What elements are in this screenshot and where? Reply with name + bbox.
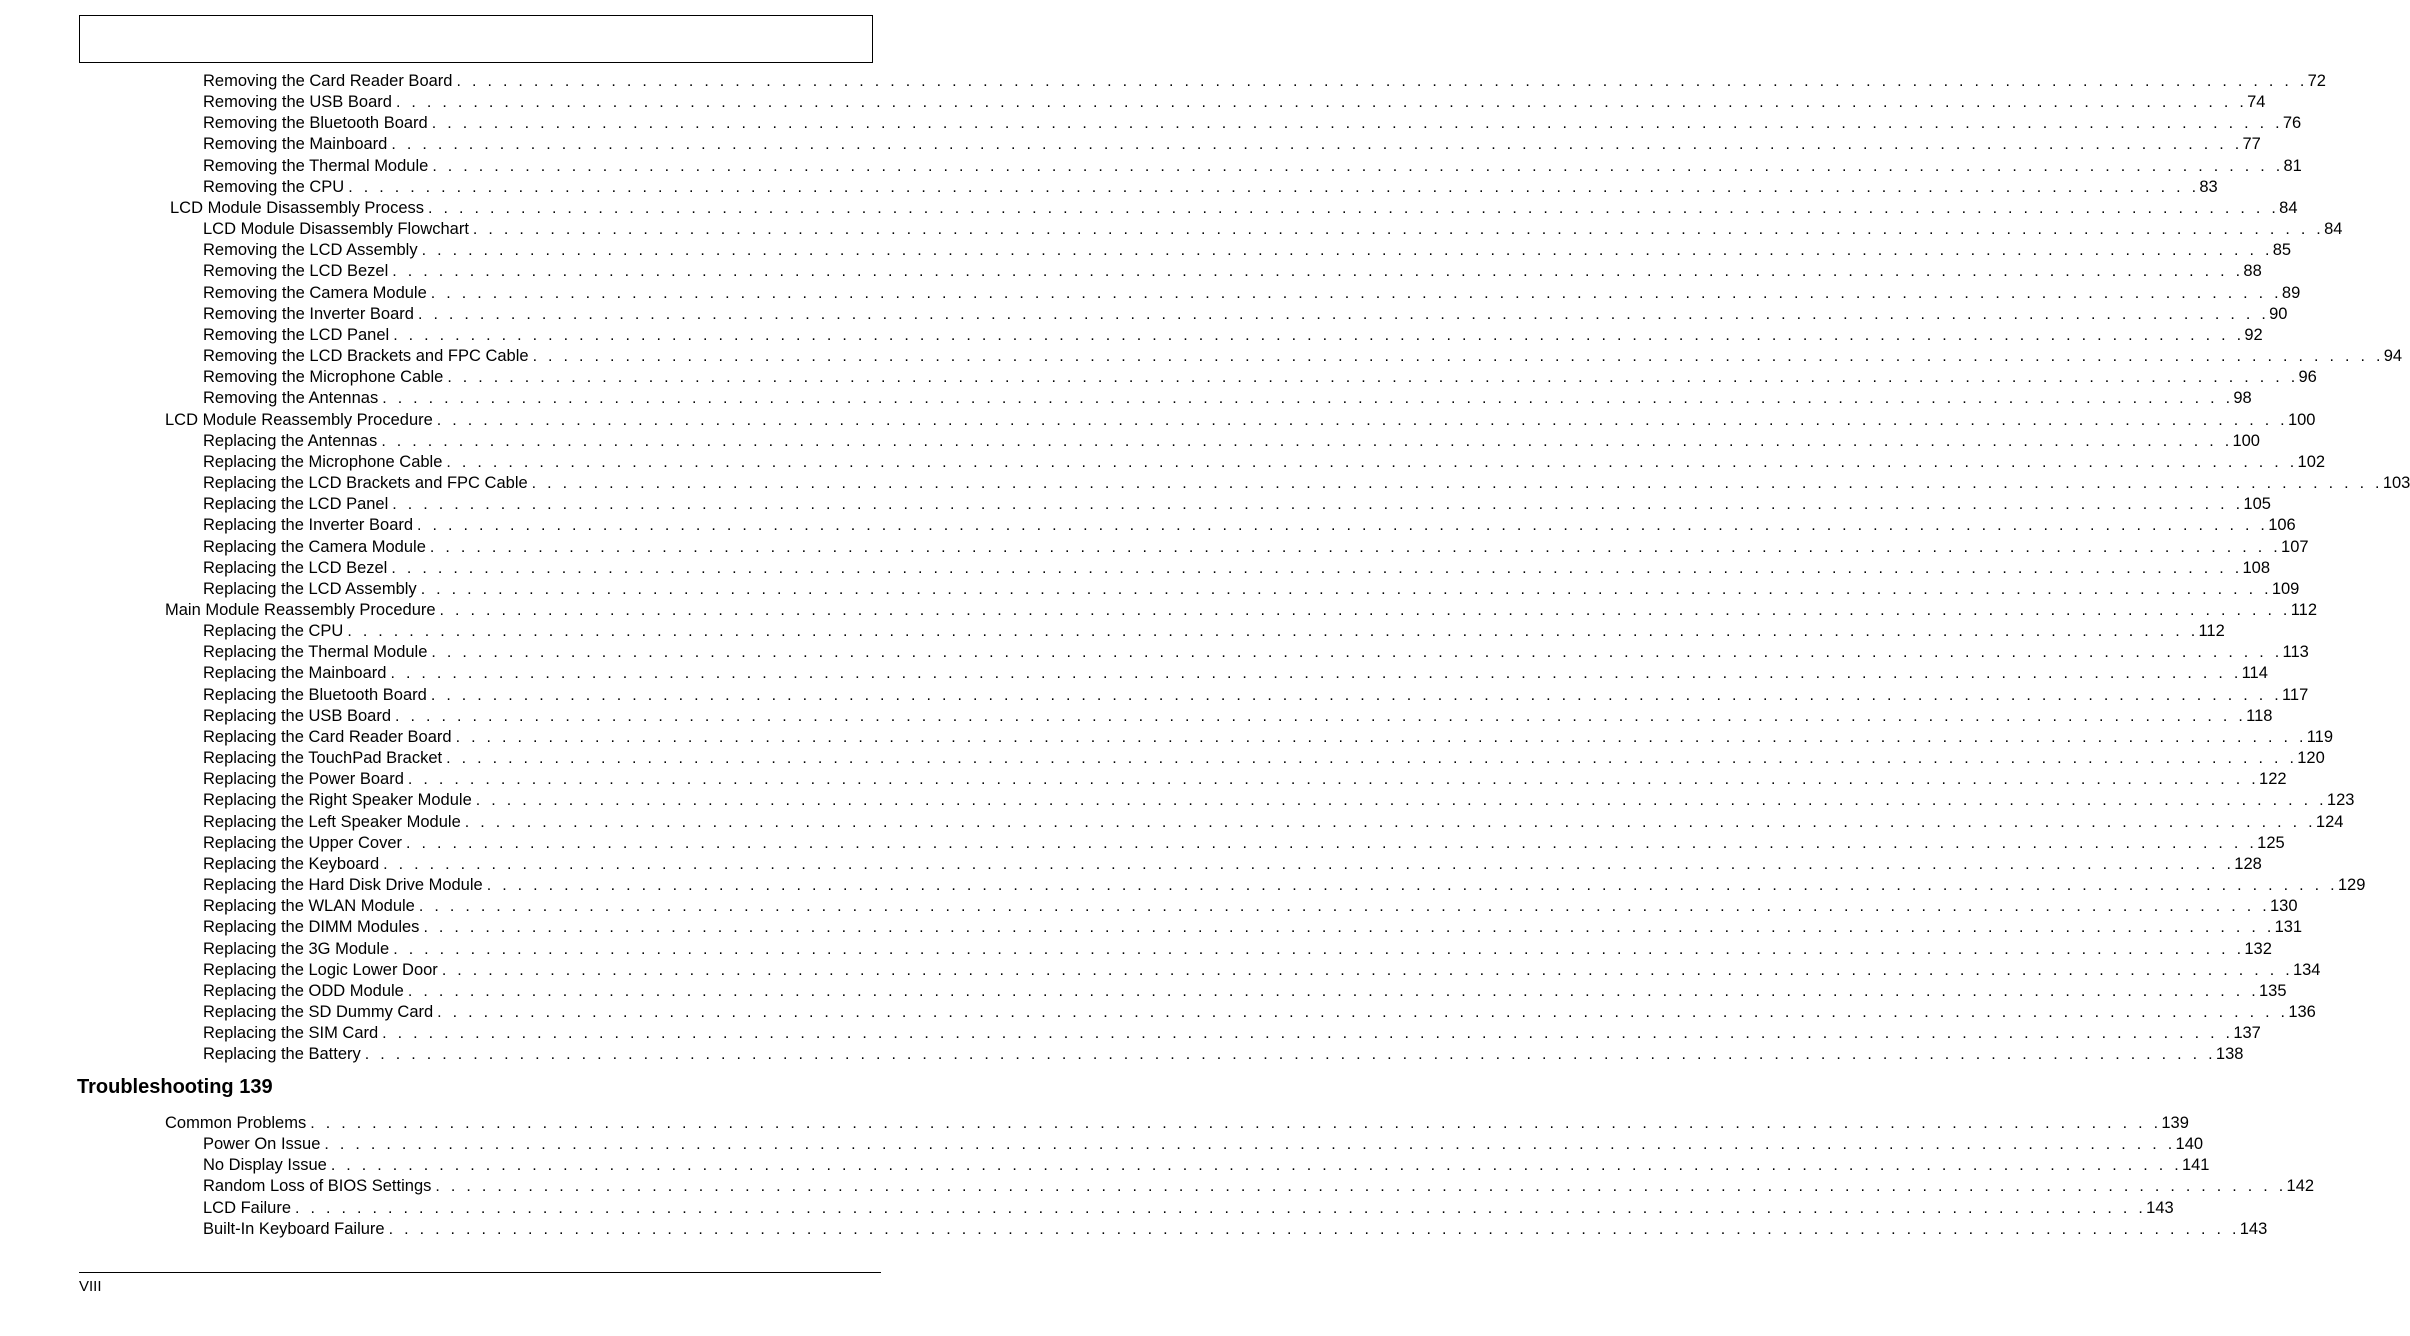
toc-entry-title: Replacing the Logic Lower Door — [203, 960, 438, 979]
toc-entry-title: Replacing the USB Board — [203, 706, 392, 725]
toc-dot-leader: . . . . . . . . . . . . . . . . . . . . . . . . . . . . . . . . . . . . . . . . . . . . . . . . . . . . . . . . . . . . . . . . . . . . . . . . . . . . . . . . . . . . . . . . . . . . . . . . . . . . . . . . . . . . . . . . . . . . . . . . — [390, 665, 2242, 683]
toc-entry[interactable] — [203, 1155, 2210, 1176]
toc-entry-title: Replacing the LCD Brackets and FPC Cable — [203, 474, 528, 493]
toc-entry-page: 119 — [2306, 727, 2334, 746]
footer-divider — [79, 1272, 881, 1273]
toc-dot-leader: . . . . . . . . . . . . . . . . . . . . . . . . . . . . . . . . . . . . . . . . . . . . . . . . . . . . . . . . . . . . . . . . . . . . . . . . . . . . . . . . . . . . . . . . . . . . . . . . . . . . . . . . . . . . . . . . . . . . . . . . — [392, 496, 2244, 514]
toc-entry[interactable] — [203, 642, 2309, 663]
toc-entry[interactable] — [203, 346, 2403, 367]
toc-entry-page: 112 — [2290, 601, 2317, 619]
toc-dot-leader: . . . . . . . . . . . . . . . . . . . . . . . . . . . . . . . . . . . . . . . . . . . . . . . . . . . . . . . . . . . . . . . . . . . . . . . . . . . . . . . . . . . . . . . . . . . . . . . . . . . . . . . . . . . . . . . . . . . . . . . . — [432, 157, 2284, 175]
toc-entry-page: 105 — [2243, 495, 2271, 514]
toc-entry-page: 72 — [2307, 72, 2326, 90]
toc-entry[interactable] — [203, 727, 2334, 748]
toc-entry[interactable] — [203, 1219, 2268, 1240]
toc-entry-title: LCD Failure — [203, 1198, 292, 1217]
toc-entry[interactable] — [203, 579, 2300, 600]
toc-entry-page: 112 — [2198, 622, 2225, 641]
toc-entry-title: Replacing the DIMM Modules — [203, 918, 420, 937]
toc-dot-leader: . . . . . . . . . . . . . . . . . . . . . . . . . . . . . . . . . . . . . . . . . . . . . . . . . . . . . . . . . . . . . . . . . . . . . . . . . . . . . . . . . . . . . . . . . . . . . . . . . . . . . . . . . . . . . . . . . . . . . . . . — [429, 538, 2282, 556]
toc-entry[interactable] — [203, 494, 2271, 515]
toc-dot-leader: . . . . . . . . . . . . . . . . . . . . . . . . . . . . . . . . . . . . . . . . . . . . . . . . . . . . . . . . . . . . . . . . . . . . . . . . . . . . . . . . . . . . . . . . . . . . . . . . . . . . . . . . . . . . . . . . . . . . . . . . — [475, 792, 2327, 810]
toc-entry[interactable] — [203, 537, 2309, 558]
toc-entry-title: Replacing the LCD Assembly — [203, 579, 417, 598]
toc-dot-leader: . . . . . . . . . . . . . . . . . . . . . . . . . . . . . . . . . . . . . . . . . . . . . . . . . . . . . . . . . . . . . . . . . . . . . . . . . . . . . . . . . . . . . . . . . . . . . . . . . . . . . . . . . . . . . . . . . . . . . . . . — [395, 94, 2248, 112]
toc-entry-title: Removing the Card Reader Board — [203, 72, 453, 90]
toc-entry-page: 114 — [2241, 664, 2268, 683]
toc-entry[interactable] — [203, 325, 2263, 346]
toc-dot-leader: . . . . . . . . . . . . . . . . . . . . . . . . . . . . . . . . . . . . . . . . . . . . . . . . . . . . . . . . . . . . . . . . . . . . . . . . . . . . . . . . . . . . . . . . . . . . . . . . . . . . . . . . . . . . . . . . . . . . . . . . — [383, 855, 2235, 873]
toc-dot-leader: . . . . . . . . . . . . . . . . . . . . . . . . . . . . . . . . . . . . . . . . . . . . . . . . . . . . . . . . . . . . . . . . . . . . . . . . . . . . . . . . . . . . . . . . . . . . . . . . . . . . . . . . . . . . . . . . . . . . . . . . — [420, 580, 2272, 598]
toc-entry-title: Replacing the Inverter Board — [203, 516, 414, 535]
toc-dot-leader: . . . . . . . . . . . . . . . . . . . . . . . . . . . . . . . . . . . . . . . . . . . . . . . . . . . . . . . . . . . . . . . . . . . . . . . . . . . . . . . . . . . . . . . . . . . . . . . . . . . . . . . . . . . . . . . . . . . . . . . . — [446, 750, 2298, 768]
toc-entry[interactable] — [203, 92, 2266, 113]
toc-dot-leader: . . . . . . . . . . . . . . . . . . . . . . . . . . . . . . . . . . . . . . . . . . . . . . . . . . . . . . . . . . . . . . . . . . . . . . . . . . . . . . . . . . . . . . . . . . . . . . . . . . . . . . . . . . . . . . . . . . . . . . . . — [324, 1136, 2176, 1154]
toc-dot-leader: . . . . . . . . . . . . . . . . . . . . . . . . . . . . . . . . . . . . . . . . . . . . . . . . . . . . . . . . . . . . . . . . . . . . . . . . . . . . . . . . . . . . . . . . . . . . . . . . . . . . . . . . . . . . . . . . . . . . . . . . — [423, 919, 2275, 937]
toc-dot-leader: . . . . . . . . . . . . . . . . . . . . . . . . . . . . . . . . . . . . . . . . . . . . . . . . . . . . . . . . . . . . . . . . . . . . . . . . . . . . . . . . . . . . . . . . . . . . . . . . . . . . . . . . . . . . . . . . . . . . . . . . — [418, 898, 2270, 916]
toc-entry-page: 135 — [2259, 981, 2287, 1000]
toc-entry-title: Removing the Thermal Module — [203, 156, 429, 175]
toc-dot-leader: . . . . . . . . . . . . . . . . . . . . . . . . . . . . . . . . . . . . . . . . . . . . . . . . . . . . . . . . . . . . . . . . . . . . . . . . . . . . . . . . . . . . . . . . . . . . . . . . . . . . . . . . . . . . . . . . . . . . . . . . — [472, 221, 2325, 239]
toc-entry-page: 89 — [2281, 283, 2301, 302]
toc-entry-page: 98 — [2233, 389, 2252, 408]
toc-entry-page: 141 — [2181, 1156, 2210, 1175]
toc-entry-title: Removing the Antennas — [203, 389, 379, 408]
toc-dot-leader: . . . . . . . . . . . . . . . . . . . . . . . . . . . . . . . . . . . . . . . . . . . . . . . . . . . . . . . . . . . . . . . . . . . . . . . . . . . . . . . . . . . . . . . . . . . . . . . . . . . . . . . . . . . . . . . . . . . . . . . . — [455, 728, 2307, 746]
toc-entry-title: Replacing the Bluetooth Board — [203, 685, 427, 704]
toc-entry[interactable] — [203, 177, 2218, 198]
toc-entry[interactable] — [203, 283, 2301, 304]
toc-entry[interactable] — [203, 663, 2268, 684]
toc-dot-leader: . . . . . . . . . . . . . . . . . . . . . . . . . . . . . . . . . . . . . . . . . . . . . . . . . . . . . . . . . . . . . . . . . . . . . . . . . . . . . . . . . . . . . . . . . . . . . . . . . . . . . . . . . . . . . . . . . . . . . . . . — [382, 390, 2234, 408]
toc-entry-page: 113 — [2282, 643, 2309, 662]
toc-entry-title: Replacing the Card Reader Board — [203, 727, 452, 746]
toc-entry-page: 125 — [2257, 833, 2285, 852]
toc-entry-title: LCD Module Disassembly Flowchart — [203, 220, 469, 239]
toc-entry[interactable] — [203, 156, 2302, 177]
toc-entry-page: 139 — [2161, 1114, 2189, 1132]
toc-dot-leader: . . . . . . . . . . . . . . . . . . . . . . . . . . . . . . . . . . . . . . . . . . . . . . . . . . . . . . . . . . . . . . . . . . . . . . . . . . . . . . . . . . . . . . . . . . . . . . . . . . . . . . . . . . . . . . . . . . . . . . . . — [347, 623, 2199, 641]
section-heading[interactable]: Troubleshooting 139 — [77, 1076, 273, 1098]
toc-dot-leader: . . . . . . . . . . . . . . . . . . . . . . . . . . . . . . . . . . . . . . . . . . . . . . . . . . . . . . . . . . . . . . . . . . . . . . . . . . . . . . . . . . . . . . . . . . . . . . . . . . . . . . . . . . . . . . . . . . . . . . . . — [421, 242, 2273, 260]
toc-entry-title: Replacing the WLAN Module — [203, 897, 415, 916]
toc-dot-leader: . . . . . . . . . . . . . . . . . . . . . . . . . . . . . . . . . . . . . . . . . . . . . . . . . . . . . . . . . . . . . . . . . . . . . . . . . . . . . . . . . . . . . . . . . . . . . . . . . . . . . . . . . . . . . . . . . . . . . . . . — [439, 602, 2291, 619]
toc-entry[interactable] — [203, 1002, 2316, 1023]
toc-entry-page: 100 — [2287, 410, 2316, 429]
toc-entry-page: 120 — [2297, 749, 2325, 768]
toc-entry-page: 92 — [2244, 325, 2263, 344]
toc-dot-leader: . . . . . . . . . . . . . . . . . . . . . . . . . . . . . . . . . . . . . . . . . . . . . . . . . . . . . . . . . . . . . . . . . . . . . . . . . . . . . . . . . . . . . . . . . . . . . . . . . . . . . . . . . . . . . . . . . . . . . . . . — [486, 877, 2338, 895]
toc-entry[interactable] — [203, 431, 2260, 452]
toc-dot-leader: . . . . . . . . . . . . . . . . . . . . . . . . . . . . . . . . . . . . . . . . . . . . . . . . . . . . . . . . . . . . . . . . . . . . . . . . . . . . . . . . . . . . . . . . . . . . . . . . . . . . . . . . . . . . . . . . . . . . . . . . — [388, 1220, 2240, 1238]
toc-dot-leader: . . . . . . . . . . . . . . . . . . . . . . . . . . . . . . . . . . . . . . . . . . . . . . . . . . . . . . . . . . . . . . . . . . . . . . . . . . . . . . . . . . . . . . . . . . . . . . . . . . . . . . . . . . . . . . . . . . . . . . . . — [310, 1115, 2162, 1132]
toc-dot-leader: . . . . . . . . . . . . . . . . . . . . . . . . . . . . . . . . . . . . . . . . . . . . . . . . . . . . . . . . . . . . . . . . . . . . . . . . . . . . . . . . . . . . . . . . . . . . . . . . . . . . . . . . . . . . . . . . . . . . . . . . — [464, 813, 2316, 831]
toc-entry[interactable] — [203, 515, 2296, 536]
toc-entry-page: 124 — [2315, 812, 2344, 831]
toc-entry-title: Replacing the Upper Cover — [203, 833, 403, 852]
toc-entry[interactable] — [203, 71, 2326, 92]
toc-entry-title: Replacing the Antennas — [203, 431, 378, 450]
page-number: VIII — [79, 1278, 102, 1295]
toc-entry-page: 130 — [2270, 897, 2298, 916]
toc-entry[interactable] — [203, 981, 2287, 1002]
toc-entry-title: Main Module Reassembly Procedure — [165, 601, 436, 619]
toc-dot-leader: . . . . . . . . . . . . . . . . . . . . . . . . . . . . . . . . . . . . . . . . . . . . . . . . . . . . . . . . . . . . . . . . . . . . . . . . . . . . . . . . . . . . . . . . . . . . . . . . . . . . . . . . . . . . . . . . . . . . . . . . — [437, 1004, 2289, 1022]
toc-entry-title: Removing the Camera Module — [203, 283, 427, 302]
toc-entry[interactable] — [203, 748, 2325, 769]
toc-entry[interactable] — [203, 833, 2285, 854]
toc-entry-page: 117 — [2281, 685, 2309, 704]
toc-entry-page: 129 — [2337, 876, 2366, 895]
toc-entry[interactable] — [203, 134, 2261, 155]
toc-entry-page: 102 — [2297, 452, 2326, 471]
toc-dot-leader: . . . . . . . . . . . . . . . . . . . . . . . . . . . . . . . . . . . . . . . . . . . . . . . . . . . . . . . . . . . . . . . . . . . . . . . . . . . . . . . . . . . . . . . . . . . . . . . . . . . . . . . . . . . . . . . . . . . . . . . . — [436, 411, 2288, 429]
toc-entry-page: 131 — [2274, 918, 2303, 937]
toc-entry[interactable] — [203, 621, 2225, 642]
toc-entry-title: Replacing the LCD Bezel — [203, 558, 388, 577]
toc-entry-title: Replacing the Right Speaker Module — [203, 791, 472, 810]
toc-entry[interactable] — [203, 875, 2366, 896]
toc-entry-title: Removing the USB Board — [203, 93, 392, 112]
toc-entry-title: Replacing the 3G Module — [203, 939, 390, 958]
toc-entry-page: 138 — [2215, 1045, 2244, 1064]
toc-dot-leader: . . . . . . . . . . . . . . . . . . . . . . . . . . . . . . . . . . . . . . . . . . . . . . . . . . . . . . . . . . . . . . . . . . . . . . . . . . . . . . . . . . . . . . . . . . . . . . . . . . . . . . . . . . . . . . . . . . . . . . . . — [392, 263, 2244, 281]
toc-entry[interactable] — [203, 240, 2292, 261]
toc-dot-leader: . . . . . . . . . . . . . . . . . . . . . . . . . . . . . . . . . . . . . . . . . . . . . . . . . . . . . . . . . . . . . . . . . . . . . . . . . . . . . . . . . . . . . . . . . . . . . . . . . . . . . . . . . . . . . . . . . . . . . . . . — [406, 834, 2258, 852]
toc-entry-page: 136 — [2288, 1003, 2316, 1022]
toc-entry-title: Removing the CPU — [203, 177, 345, 196]
toc-entry[interactable] — [203, 1176, 2315, 1197]
toc-entry[interactable] — [203, 219, 2343, 240]
toc-entry[interactable] — [203, 1198, 2174, 1219]
toc-entry[interactable] — [203, 917, 2303, 938]
toc-entry-page: 134 — [2292, 960, 2321, 979]
toc-entry-title: Replacing the SD Dummy Card — [203, 1003, 434, 1022]
toc-entry-page: 85 — [2272, 241, 2292, 260]
toc-entry-title: Removing the Inverter Board — [203, 304, 414, 323]
toc-entry[interactable] — [203, 854, 2262, 875]
toc-entry[interactable] — [170, 198, 2298, 219]
toc-dot-leader: . . . . . . . . . . . . . . . . . . . . . . . . . . . . . . . . . . . . . . . . . . . . . . . . . . . . . . . . . . . . . . . . . . . . . . . . . . . . . . . . . . . . . . . . . . . . . . . . . . . . . . . . . . . . . . . . . . . . . . . . — [407, 771, 2260, 789]
toc-entry-title: Removing the LCD Brackets and FPC Cable — [203, 347, 529, 366]
toc-dot-leader: . . . . . . . . . . . . . . . . . . . . . . . . . . . . . . . . . . . . . . . . . . . . . . . . . . . . . . . . . . . . . . . . . . . . . . . . . . . . . . . . . . . . . . . . . . . . . . . . . . . . . . . . . . . . . . . . . . . . . . . . — [395, 707, 2247, 725]
toc-entry[interactable] — [203, 790, 2355, 811]
toc-dot-leader: . . . . . . . . . . . . . . . . . . . . . . . . . . . . . . . . . . . . . . . . . . . . . . . . . . . . . . . . . . . . . . . . . . . . . . . . . . . . . . . . . . . . . . . . . . . . . . . . . . . . . . . . . . . . . . . . . . . . . . . . — [532, 348, 2384, 366]
toc-entry-page: 96 — [2298, 368, 2317, 387]
toc-entry-page: 109 — [2271, 579, 2300, 598]
toc-entry-page: 74 — [2247, 93, 2266, 112]
toc-dot-leader: . . . . . . . . . . . . . . . . . . . . . . . . . . . . . . . . . . . . . . . . . . . . . . . . . . . . . . . . . . . . . . . . . . . . . . . . . . . . . . . . . . . . . . . . . . . . . . . . . . . . . . . . . . . . . . . . . . . . . . . . — [531, 475, 2383, 493]
toc-entry-title: Replacing the Thermal Module — [203, 643, 428, 662]
toc-dot-leader: . . . . . . . . . . . . . . . . . . . . . . . . . . . . . . . . . . . . . . . . . . . . . . . . . . . . . . . . . . . . . . . . . . . . . . . . . . . . . . . . . . . . . . . . . . . . . . . . . . . . . . . . . . . . . . . . . . . . . . . . — [391, 136, 2243, 154]
toc-entry-title: Replacing the SIM Card — [203, 1024, 379, 1043]
toc-dot-leader: . . . . . . . . . . . . . . . . . . . . . . . . . . . . . . . . . . . . . . . . . . . . . . . . . . . . . . . . . . . . . . . . . . . . . . . . . . . . . . . . . . . . . . . . . . . . . . . . . . . . . . . . . . . . . . . . . . . . . . . . — [295, 1199, 2147, 1217]
toc-entry[interactable] — [203, 452, 2326, 473]
toc-entry-page: 77 — [2242, 135, 2261, 154]
toc-entry-page: 100 — [2232, 431, 2260, 450]
toc-dot-leader: . . . . . . . . . . . . . . . . . . . . . . . . . . . . . . . . . . . . . . . . . . . . . . . . . . . . . . . . . . . . . . . . . . . . . . . . . . . . . . . . . . . . . . . . . . . . . . . . . . . . . . . . . . . . . . . . . . . . . . . . — [417, 305, 2270, 323]
toc-entry-title: Removing the LCD Bezel — [203, 262, 389, 281]
toc-entry-page: 108 — [2242, 558, 2271, 577]
toc-entry-title: Replacing the CPU — [203, 622, 344, 641]
toc-entry[interactable] — [203, 685, 2309, 706]
toc-dot-leader: . . . . . . . . . . . . . . . . . . . . . . . . . . . . . . . . . . . . . . . . . . . . . . . . . . . . . . . . . . . . . . . . . . . . . . . . . . . . . . . . . . . . . . . . . . . . . . . . . . . . . . . . . . . . . . . . . . . . . . . . — [441, 961, 2293, 979]
toc-entry-page: 128 — [2234, 854, 2262, 873]
toc-entry-page: 118 — [2246, 706, 2273, 725]
toc-entry-page: 94 — [2383, 347, 2403, 366]
toc-dot-leader: . . . . . . . . . . . . . . . . . . . . . . . . . . . . . . . . . . . . . . . . . . . . . . . . . . . . . . . . . . . . . . . . . . . . . . . . . . . . . . . . . . . . . . . . . . . . . . . . . . . . . . . . . . . . . . . . . . . . . . . . — [428, 199, 2280, 217]
toc-entry[interactable] — [203, 473, 2410, 494]
toc-entry[interactable] — [203, 769, 2287, 790]
toc-dot-leader: . . . . . . . . . . . . . . . . . . . . . . . . . . . . . . . . . . . . . . . . . . . . . . . . . . . . . . . . . . . . . . . . . . . . . . . . . . . . . . . . . . . . . . . . . . . . . . . . . . . . . . . . . . . . . . . . . . . . . . . . — [446, 453, 2298, 471]
toc-dot-leader: . . . . . . . . . . . . . . . . . . . . . . . . . . . . . . . . . . . . . . . . . . . . . . . . . . . . . . . . . . . . . . . . . . . . . . . . . . . . . . . . . . . . . . . . . . . . . . . . . . . . . . . . . . . . . . . . . . . . . . . . — [391, 559, 2243, 577]
toc-entry[interactable] — [203, 960, 2321, 981]
toc-entry[interactable] — [203, 304, 2288, 325]
toc-entry-title: LCD Module Disassembly Process — [170, 198, 425, 217]
toc-entry-page: 83 — [2199, 177, 2218, 196]
toc-dot-leader: . . . . . . . . . . . . . . . . . . . . . . . . . . . . . . . . . . . . . . . . . . . . . . . . . . . . . . . . . . . . . . . . . . . . . . . . . . . . . . . . . . . . . . . . . . . . . . . . . . . . . . . . . . . . . . . . . . . . . . . . — [382, 1025, 2234, 1043]
toc-entry-title: Replacing the Microphone Cable — [203, 452, 443, 471]
toc-entry-page: 106 — [2268, 516, 2296, 535]
toc-dot-leader: . . . . . . . . . . . . . . . . . . . . . . . . . . . . . . . . . . . . . . . . . . . . . . . . . . . . . . . . . . . . . . . . . . . . . . . . . . . . . . . . . . . . . . . . . . . . . . . . . . . . . . . . . . . . . . . . . . . . . . . . — [447, 369, 2299, 387]
toc-entry[interactable] — [203, 388, 2252, 409]
toc-entry-page: 123 — [2326, 791, 2355, 810]
toc-entry-page: 76 — [2282, 114, 2302, 133]
toc-entry-title: Removing the LCD Panel — [203, 325, 390, 344]
toc-entry[interactable] — [203, 261, 2262, 282]
toc-entry-page: 137 — [2233, 1024, 2261, 1043]
toc-entry-title: Replacing the Hard Disk Drive Module — [203, 876, 483, 895]
toc-entry-page: 107 — [2281, 537, 2309, 556]
toc-entry[interactable] — [165, 1113, 2189, 1134]
toc-entry-page: 90 — [2269, 304, 2288, 323]
toc-entry-title: Removing the Mainboard — [203, 135, 388, 154]
toc-dot-leader: . . . . . . . . . . . . . . . . . . . . . . . . . . . . . . . . . . . . . . . . . . . . . . . . . . . . . . . . . . . . . . . . . . . . . . . . . . . . . . . . . . . . . . . . . . . . . . . . . . . . . . . . . . . . . . . . . . . . . . . . — [430, 686, 2282, 704]
toc-entry[interactable] — [203, 812, 2344, 833]
toc-entry-title: Removing the Bluetooth Board — [203, 114, 428, 133]
toc-entry-page: 143 — [2146, 1198, 2174, 1217]
toc-entry-page: 142 — [2286, 1177, 2315, 1196]
toc-dot-leader: . . . . . . . . . . . . . . . . . . . . . . . . . . . . . . . . . . . . . . . . . . . . . . . . . . . . . . . . . . . . . . . . . . . . . . . . . . . . . . . . . . . . . . . . . . . . . . . . . . . . . . . . . . . . . . . . . . . . . . . . — [456, 73, 2308, 90]
toc-entry[interactable] — [165, 410, 2316, 431]
toc-dot-leader: . . . . . . . . . . . . . . . . . . . . . . . . . . . . . . . . . . . . . . . . . . . . . . . . . . . . . . . . . . . . . . . . . . . . . . . . . . . . . . . . . . . . . . . . . . . . . . . . . . . . . . . . . . . . . . . . . . . . . . . . — [330, 1157, 2182, 1175]
header-box — [79, 15, 873, 63]
toc-entry[interactable] — [165, 600, 2317, 621]
toc-entry-page: 84 — [2279, 198, 2298, 217]
toc-entry-page: 132 — [2244, 939, 2272, 958]
toc-entry-title: Common Problems — [165, 1114, 307, 1132]
toc-entry[interactable] — [203, 1134, 2204, 1155]
toc-entry-page: 140 — [2175, 1135, 2204, 1154]
toc-dot-leader: . . . . . . . . . . . . . . . . . . . . . . . . . . . . . . . . . . . . . . . . . . . . . . . . . . . . . . . . . . . . . . . . . . . . . . . . . . . . . . . . . . . . . . . . . . . . . . . . . . . . . . . . . . . . . . . . . . . . . . . . — [407, 982, 2259, 1000]
toc-entry-title: Replacing the Left Speaker Module — [203, 812, 461, 831]
toc-dot-leader: . . . . . . . . . . . . . . . . . . . . . . . . . . . . . . . . . . . . . . . . . . . . . . . . . . . . . . . . . . . . . . . . . . . . . . . . . . . . . . . . . . . . . . . . . . . . . . . . . . . . . . . . . . . . . . . . . . . . . . . . — [431, 644, 2283, 662]
toc-entry[interactable] — [203, 1023, 2261, 1044]
toc-dot-leader: . . . . . . . . . . . . . . . . . . . . . . . . . . . . . . . . . . . . . . . . . . . . . . . . . . . . . . . . . . . . . . . . . . . . . . . . . . . . . . . . . . . . . . . . . . . . . . . . . . . . . . . . . . . . . . . . . . . . . . . . — [348, 178, 2200, 196]
toc-entry-title: Replacing the Mainboard — [203, 664, 387, 683]
toc-dot-leader: . . . . . . . . . . . . . . . . . . . . . . . . . . . . . . . . . . . . . . . . . . . . . . . . . . . . . . . . . . . . . . . . . . . . . . . . . . . . . . . . . . . . . . . . . . . . . . . . . . . . . . . . . . . . . . . . . . . . . . . . — [431, 115, 2283, 133]
toc-entry-title: Replacing the Battery — [203, 1045, 361, 1064]
toc-dot-leader: . . . . . . . . . . . . . . . . . . . . . . . . . . . . . . . . . . . . . . . . . . . . . . . . . . . . . . . . . . . . . . . . . . . . . . . . . . . . . . . . . . . . . . . . . . . . . . . . . . . . . . . . . . . . . . . . . . . . . . . . — [393, 326, 2245, 344]
toc-entry[interactable] — [203, 367, 2317, 388]
toc-dot-leader: . . . . . . . . . . . . . . . . . . . . . . . . . . . . . . . . . . . . . . . . . . . . . . . . . . . . . . . . . . . . . . . . . . . . . . . . . . . . . . . . . . . . . . . . . . . . . . . . . . . . . . . . . . . . . . . . . . . . . . . . — [430, 284, 2282, 302]
toc-dot-leader: . . . . . . . . . . . . . . . . . . . . . . . . . . . . . . . . . . . . . . . . . . . . . . . . . . . . . . . . . . . . . . . . . . . . . . . . . . . . . . . . . . . . . . . . . . . . . . . . . . . . . . . . . . . . . . . . . . . . . . . . — [393, 940, 2245, 958]
toc-dot-leader: . . . . . . . . . . . . . . . . . . . . . . . . . . . . . . . . . . . . . . . . . . . . . . . . . . . . . . . . . . . . . . . . . . . . . . . . . . . . . . . . . . . . . . . . . . . . . . . . . . . . . . . . . . . . . . . . . . . . . . . . — [417, 517, 2269, 535]
toc-entry[interactable] — [203, 558, 2271, 579]
toc-dot-leader: . . . . . . . . . . . . . . . . . . . . . . . . . . . . . . . . . . . . . . . . . . . . . . . . . . . . . . . . . . . . . . . . . . . . . . . . . . . . . . . . . . . . . . . . . . . . . . . . . . . . . . . . . . . . . . . . . . . . . . . . — [364, 1046, 2216, 1064]
toc-entry[interactable] — [203, 896, 2298, 917]
toc-entry[interactable] — [203, 706, 2273, 727]
toc-entry[interactable] — [203, 113, 2302, 134]
toc-entry-title: Replacing the LCD Panel — [203, 495, 389, 514]
toc-entry-page: 122 — [2259, 770, 2287, 789]
toc-entry[interactable] — [203, 939, 2272, 960]
toc-entry-page: 143 — [2239, 1219, 2268, 1238]
toc-entry-title: Power On Issue — [203, 1135, 321, 1154]
toc-entry-page: 81 — [2283, 156, 2302, 175]
toc-entry-title: Removing the LCD Assembly — [203, 241, 418, 260]
toc-entry-title: Random Loss of BIOS Settings — [203, 1177, 432, 1196]
toc-entry-page: 84 — [2324, 220, 2343, 239]
toc-dot-leader: . . . . . . . . . . . . . . . . . . . . . . . . . . . . . . . . . . . . . . . . . . . . . . . . . . . . . . . . . . . . . . . . . . . . . . . . . . . . . . . . . . . . . . . . . . . . . . . . . . . . . . . . . . . . . . . . . . . . . . . . — [381, 432, 2233, 450]
toc-entry-page: 88 — [2243, 262, 2262, 281]
toc-entry-title: Removing the Microphone Cable — [203, 368, 444, 387]
toc-dot-leader: . . . . . . . . . . . . . . . . . . . . . . . . . . . . . . . . . . . . . . . . . . . . . . . . . . . . . . . . . . . . . . . . . . . . . . . . . . . . . . . . . . . . . . . . . . . . . . . . . . . . . . . . . . . . . . . . . . . . . . . . — [435, 1178, 2287, 1196]
toc-entry-title: Built-In Keyboard Failure — [203, 1219, 385, 1238]
toc-entry-page: 103 — [2382, 474, 2410, 493]
toc-entry-title: Replacing the Keyboard — [203, 854, 380, 873]
toc-entry-title: LCD Module Reassembly Procedure — [165, 410, 433, 429]
toc-entry-title: Replacing the ODD Module — [203, 981, 404, 1000]
toc-entry-title: Replacing the Camera Module — [203, 537, 426, 556]
toc-entry-title: Replacing the Power Board — [203, 770, 404, 789]
toc-entry-title: No Display Issue — [203, 1156, 327, 1175]
toc-entry-title: Replacing the TouchPad Bracket — [203, 749, 443, 768]
toc-entry[interactable] — [203, 1044, 2244, 1065]
